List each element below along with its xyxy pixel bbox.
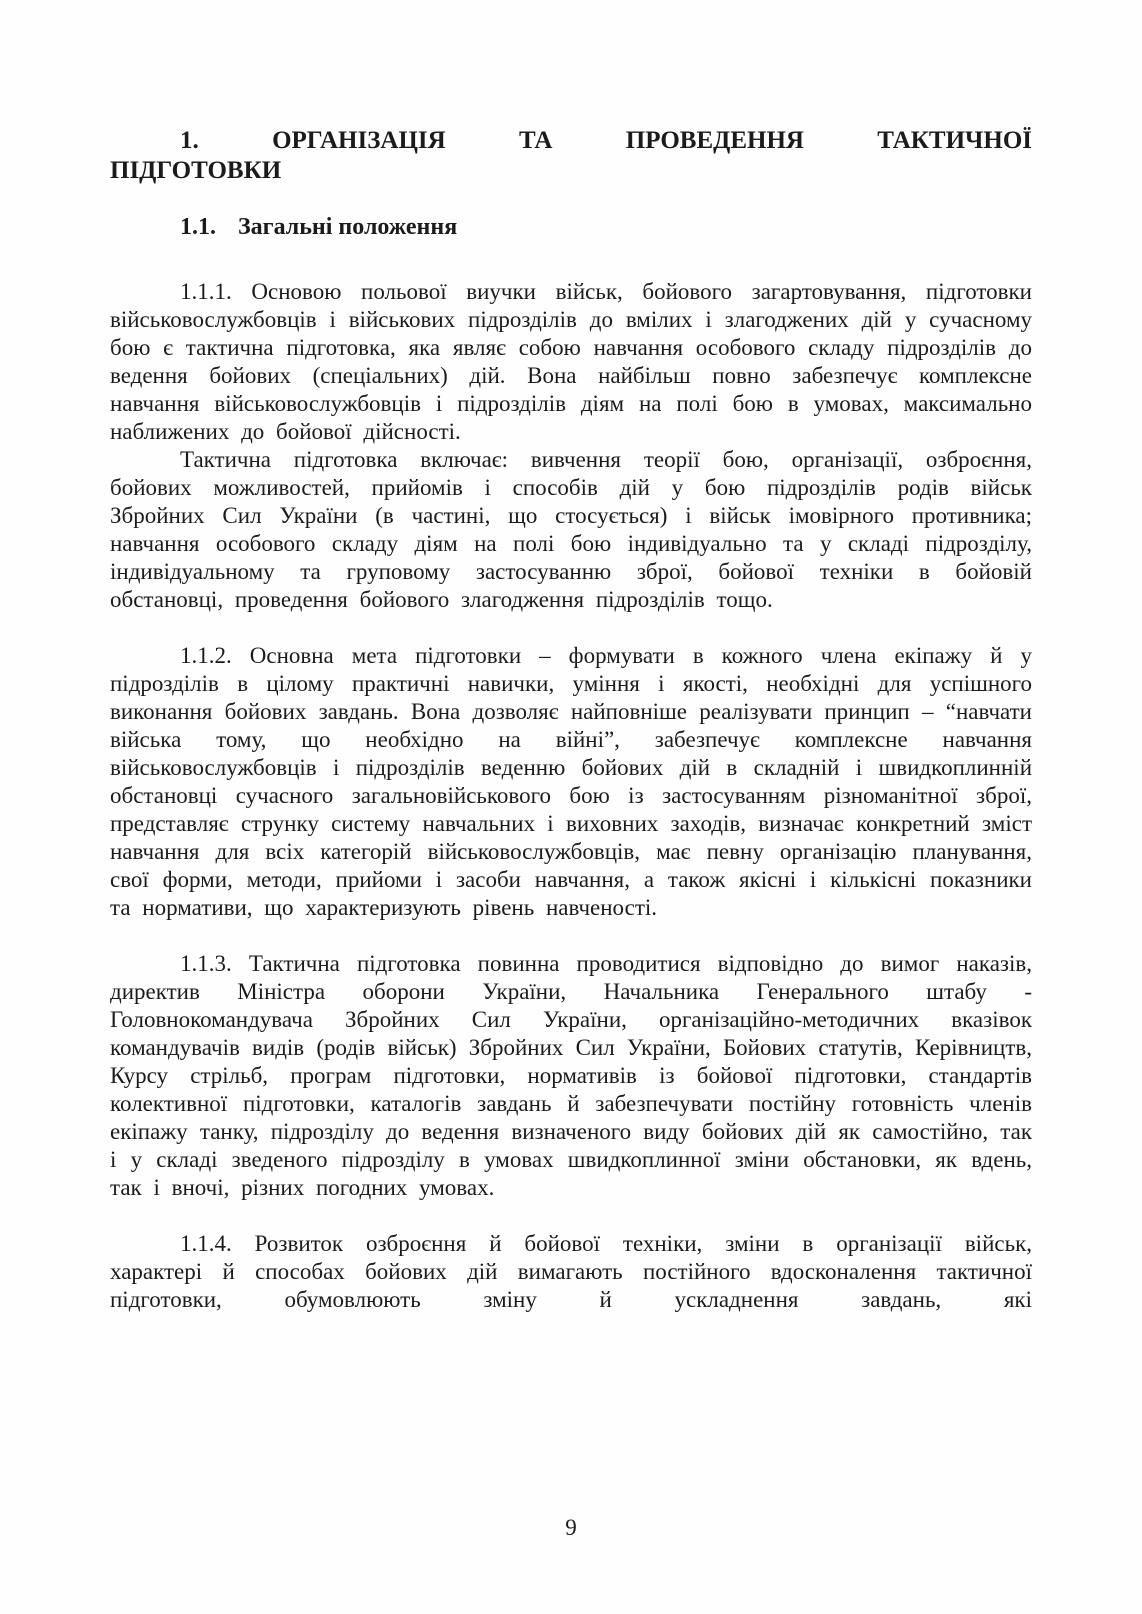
paragraph-tactical-training-includes: Тактична підготовка включає: вивчення теорії бою, організації, озброєння, бойових можливостей, прийомів і способів дій у бою підрозділів родів військ Збройних Сил України (в частині, що стосується) і військ імовірного противника; навчання особового складу діям на полі бою індивідуально та у складі підрозділу, індивідуальному та груповому застосуванню зброї, бойової техніки в бойовій обстановці, проведення бойового злагодження підрозділів тощо. bbox=[110, 447, 1032, 612]
subsection-number: 1.1. bbox=[180, 214, 216, 240]
paragraph-1-1-4: 1.1.4. Розвиток озброєння й бойової техніки, зміни в організації військ, характері й способах бойових дій вимагають постійного вдосконалення тактичної підготовки, обумовлюють зміну й ускладнення завдань, які bbox=[110, 1231, 1032, 1312]
subsection-heading bbox=[110, 212, 1032, 242]
subsection-title: Загальні положення bbox=[238, 214, 458, 240]
section-heading-line1: 1. ОРГАНІЗАЦІЯ ТА ПРОВЕДЕННЯ ТАКТИЧНОЇ bbox=[180, 127, 1032, 154]
section-heading bbox=[110, 126, 1032, 186]
page-number: 9 bbox=[565, 1515, 577, 1540]
paragraph-1-1-1: 1.1.1. Основою польової виучки військ, бойового загартовування, підготовки військовослужбовців і військових підрозділів до вмілих і злагоджених дій у сучасному бою є тактична підготовка, яка являє собою навчання особового складу підрозділів до ведення бойових (спеціальних) дій. Вона найбільш повно забезпечує комплексне навчання військовослужбовців і підрозділів діям на полі бою в умовах, максимально наближених до бойової дійсності. bbox=[110, 279, 1032, 444]
paragraph-1-1-3: 1.1.3. Тактична підготовка повинна проводитися відповідно до вимог наказів, директив Міністра оборони України, Начальника Генерального штабу - Головнокомандувача Збройних Сил України, організаційно-методичних вказівок командувачів видів (родів військ) Збройних Сил України, Бойових статутів, Керівництв, Курсу стрільб, програм підготовки, нормативів із бойової підготовки, стандартів колективної підготовки, каталогів завдань й забезпечувати постійну готовність членів екіпажу танку, підрозділу до ведення визначеного виду бойових дій як самостійно, так і у складі зведеного підрозділу в умовах швидкоплинної зміни обстановки, як вдень, так і вночі, різних погодних умовах. bbox=[110, 951, 1032, 1200]
document-body bbox=[110, 278, 1032, 1314]
paragraph-1-1-2: 1.1.2. Основна мета підготовки – формувати в кожного члена екіпажу й у підрозділів в цілому практичні навички, уміння і якості, необхідні для успішного виконання бойових завдань. Вона дозволяє найповніше реалізувати принцип – “навчати війська тому, що необхідно на війні”, забезпечує комплексне навчання військовослужбовців і підрозділів веденню бойових дій в складній і швидкоплинній обстановці сучасного загальновійськового бою із застосуванням різноманітної зброї, представляє струнку систему навчальних і виховних заходів, визначає конкретний зміст навчання для всіх категорій військовослужбовців, має певну організацію планування, свої форми, методи, прийоми і засоби навчання, а також якісні і кількісні показники та нормативи, що характеризують рівень навченості. bbox=[110, 643, 1032, 920]
section-heading-line2: ПІДГОТОВКИ bbox=[110, 157, 282, 184]
